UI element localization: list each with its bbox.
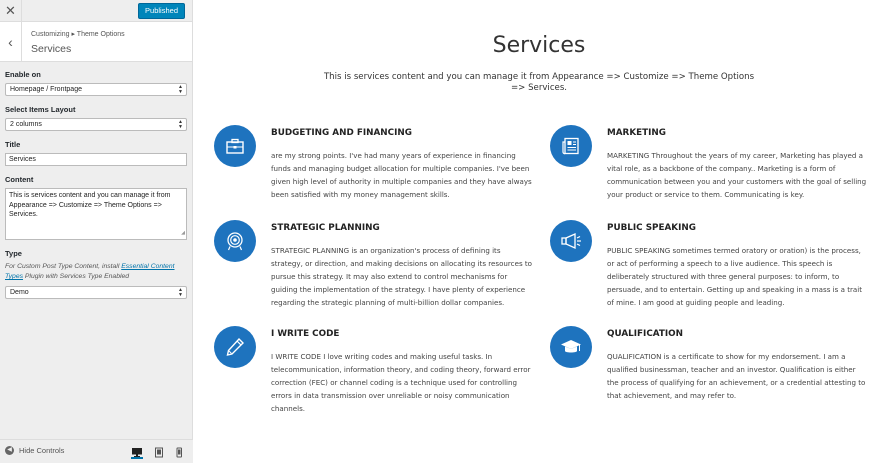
content-control: [5, 175, 186, 240]
customizer-footer: [0, 439, 193, 463]
back-button[interactable]: ‹: [0, 22, 22, 62]
hide-controls-label: Hide Controls: [19, 446, 65, 455]
layout-value: 2 columns: [10, 121, 42, 128]
service-text: PUBLIC SPEAKING sometimes termed oratory or oration) is the process, or act of performing a speech to a live audience. This speech is deliberately structured with three general purposes: to inform, to persuade, and to entertain. Getting up and speaking in a mass is a trait of mine. I am good at guiding people and leading.: [607, 246, 862, 307]
controls-panel: [0, 62, 192, 299]
type-description: [5, 262, 186, 282]
type-label: Type: [5, 249, 22, 258]
section-header: [0, 22, 192, 62]
type-desc-after: Plugin with Services Type Enabled: [23, 273, 130, 280]
breadcrumb: Customizing ▸ Theme Options: [31, 31, 125, 38]
briefcase-icon: [214, 125, 256, 167]
site-preview: [194, 0, 884, 463]
type-desc-before: For Custom Post Type Content, install: [5, 263, 122, 270]
customizer-header: [0, 0, 192, 22]
desktop-preview-button[interactable]: [131, 445, 143, 459]
title-control: [5, 140, 186, 166]
content-value: This is services content and you can manage it from Appearance => Customize => Theme Options => Services.: [9, 192, 171, 218]
resize-handle-icon[interactable]: ◢: [181, 229, 185, 236]
mobile-icon: [175, 447, 183, 458]
service-text: QUALIFICATION is a certificate to show for my endorsement. I am a qualified businessman, teacher and an investor. Qualification is either the process of qualifying for an achievement, or a credential attesting to that achievement, and may refer to.: [607, 352, 866, 400]
service-title: BUDGETING AND FINANCING: [271, 128, 412, 138]
type-value: Demo: [10, 289, 29, 296]
pencil-icon: [214, 326, 256, 368]
service-text: MARKETING Throughout the years of my career, Marketing has played a vital role, as a backbone of the company.. Marketing is a form of communication between you and your customers with the goal of selling your product or service to them. Communicating is key.: [607, 151, 867, 199]
target-icon: [214, 220, 256, 262]
select-arrows-icon: ▲ ▼: [178, 287, 183, 298]
graduation-cap-icon: [550, 326, 592, 368]
service-title: STRATEGIC PLANNING: [271, 223, 380, 233]
content-label: Content: [5, 175, 34, 184]
select-arrows-icon: ▲ ▼: [178, 119, 183, 130]
service-title: I WRITE CODE: [271, 329, 340, 339]
enable-on-select[interactable]: [5, 83, 187, 96]
collapse-icon: ◀: [5, 446, 14, 455]
service-title: PUBLIC SPEAKING: [607, 223, 696, 233]
service-title: QUALIFICATION: [607, 329, 684, 339]
content-textarea[interactable]: [5, 188, 187, 240]
services-intro: This is services content and you can manage it from Appearance => Customize => Theme Options => Services.: [323, 72, 755, 93]
newspaper-icon: [550, 125, 592, 167]
service-text: STRATEGIC PLANNING is an organization's process of defining its strategy, or direction, and making decisions on allocating its resources to pursue this strategy. It may also extend to control mechanisms for guiding the implementation of the strategy. I have plenty of experience regarding the strategic planning of multi-billion dollar companies.: [271, 246, 533, 307]
enable-on-value: Homepage / Frontpage: [10, 86, 82, 93]
customizer-sidebar: [0, 0, 193, 463]
layout-label: Select Items Layout: [5, 105, 76, 114]
essential-content-types-link[interactable]: Essential Content Types: [5, 263, 175, 280]
megaphone-icon: [550, 220, 592, 262]
layout-select[interactable]: [5, 118, 187, 131]
publish-button[interactable]: Published: [138, 3, 185, 19]
section-title: Services: [31, 43, 72, 55]
hide-controls-button[interactable]: [5, 446, 64, 455]
title-input[interactable]: Services: [5, 153, 187, 166]
type-select[interactable]: [5, 286, 187, 299]
tablet-icon: [154, 447, 164, 458]
desktop-icon: [131, 447, 143, 458]
service-text: are my strong points. I've had many years of experience in financing funds and managing budget allocation for multiple companies. I've been given high level of authority in multiple companies and they have always been satisfied with my money management skills.: [271, 151, 532, 199]
tablet-preview-button[interactable]: [154, 445, 166, 459]
type-control: [5, 249, 186, 299]
enable-on-control: [5, 70, 186, 96]
mobile-preview-button[interactable]: [175, 445, 187, 459]
select-arrows-icon: ▲ ▼: [178, 84, 183, 95]
title-label: Title: [5, 140, 21, 149]
service-text: I WRITE CODE I love writing codes and making useful tasks. In telecommunication, information theory, and coding theory, forward error correction (FEC) or channel coding is a technique used for controlling errors in data transmission over unreliable or noisy communication channels.: [271, 352, 531, 413]
layout-control: [5, 105, 186, 131]
service-title: MARKETING: [607, 128, 667, 138]
enable-on-label: Enable on: [5, 70, 41, 79]
services-heading: Services: [492, 33, 586, 58]
close-customizer-button[interactable]: ✕: [0, 0, 22, 22]
